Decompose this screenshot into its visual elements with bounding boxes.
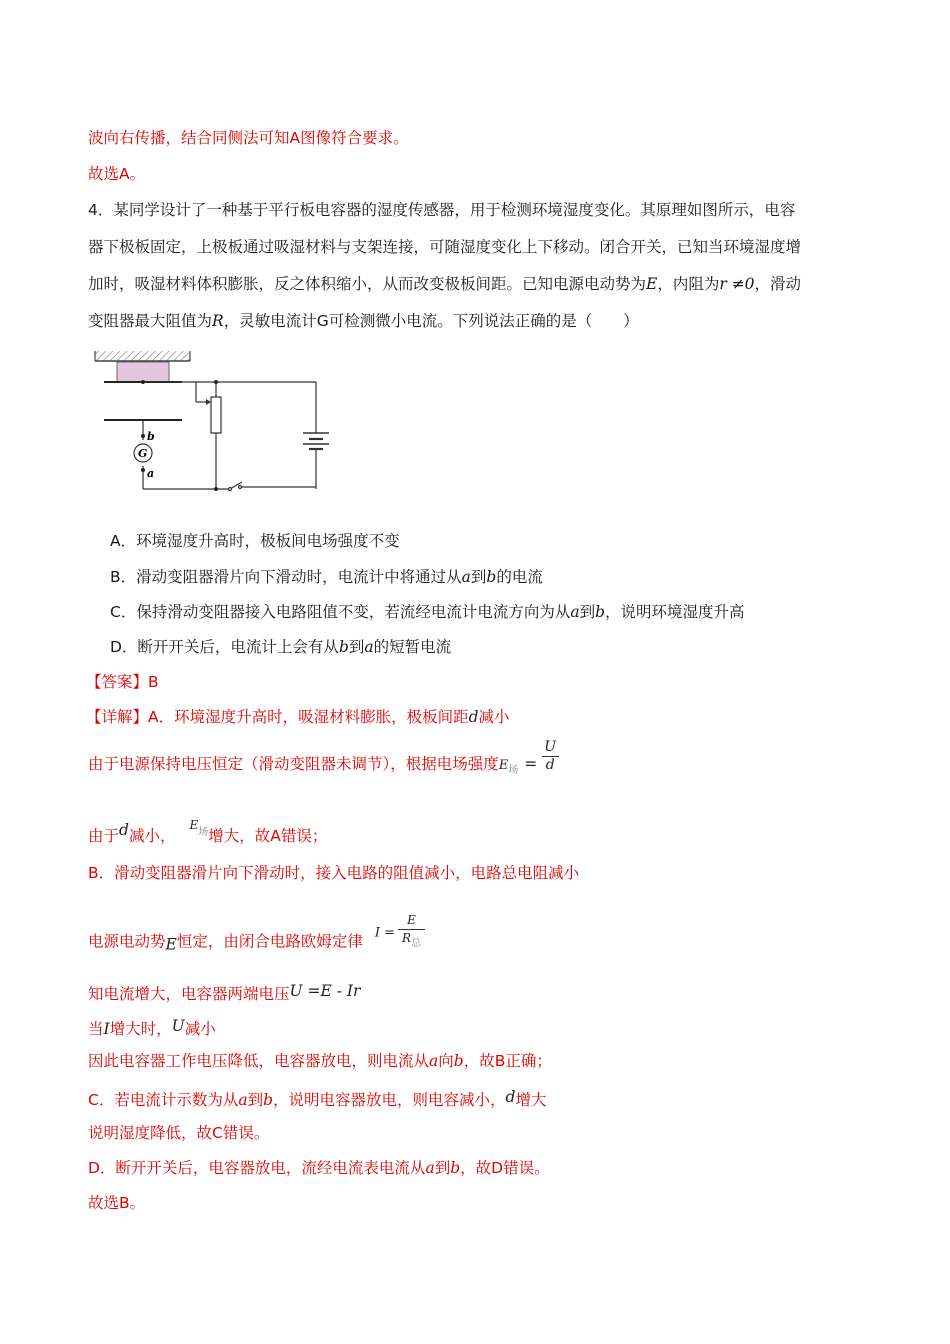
explain-line-5: 电源电动势E恒定，由闭合电路欧姆定律 I = $\frac{E}{R_总}$ bbox=[88, 922, 428, 962]
emf-symbol: E bbox=[646, 275, 658, 293]
option-c[interactable]: C．保持滑动变阻器接入电路阻值不变，若流经电流计电流方向为从a到b，说明环境湿度升高 bbox=[110, 603, 745, 621]
humidity-absorbing-material bbox=[117, 362, 169, 382]
explain-line-11: D．断开开关后，电容器放电，流经电流表电流从a到b，故D错误。 bbox=[88, 1159, 550, 1177]
option-b[interactable]: B．滑动变阻器滑片向下滑动时，电流计中将通过从a到b的电流 bbox=[110, 568, 543, 586]
explain-line-9: C．若电流计示数为从a到b，说明电容器放电，则电容减小，d增大 bbox=[88, 1088, 547, 1109]
question-line-4: 变阻器最大阻值为R，灵敏电流计G可检测微小电流。下列说法正确的是（ ） bbox=[88, 312, 639, 330]
slider-arrow bbox=[206, 399, 211, 405]
switch bbox=[229, 482, 243, 491]
explain-line-2: 由于电源保持电压恒定（滑动变阻器未调节），根据电场强度$E_场$ = $\frac{U}{d}$ bbox=[88, 754, 563, 781]
prev-solution-choice: 故选A。 bbox=[88, 165, 146, 183]
question-line-3: 加时，吸湿材料体积膨胀，反之体积缩小，从而改变极板间距。已知电源电动势为E，内阻为r ≠0，滑动 bbox=[88, 275, 802, 293]
explain-final-choice: 故选B。 bbox=[88, 1194, 146, 1212]
explain-line-1: 【详解】A．环境湿度升高时，吸湿材料膨胀，极板间距d减小 bbox=[86, 708, 510, 726]
galvanometer-label: G bbox=[138, 447, 148, 460]
prev-solution-line: 波向右传播，结合同侧法可知A图像符合要求。 bbox=[88, 129, 409, 147]
question-line-2: 器下极板固定，上极板通过吸湿材料与支架连接，可随湿度变化上下移动。闭合开关，已知当环境湿度增 bbox=[88, 238, 802, 256]
explain-line-6: 知电流增大，电容器两端电压U =E - Ir bbox=[88, 982, 361, 1003]
circuit-diagram bbox=[90, 345, 330, 500]
explain-line-4: B．滑动变阻器滑片向下滑动时，接入电路的阻值减小，电路总电阻减小 bbox=[88, 864, 580, 882]
rheostat bbox=[211, 397, 221, 433]
option-a[interactable]: A．环境湿度升高时，极板间电场强度不变 bbox=[110, 532, 400, 550]
explain-line-8: 因此电容器工作电压降低，电容器放电，则电流从a向b，故B正确； bbox=[88, 1052, 552, 1070]
explain-line-10: 说明湿度降低，故C错误。 bbox=[88, 1124, 270, 1142]
max-resistance-symbol: R bbox=[212, 312, 224, 330]
answer: 【答案】B bbox=[86, 673, 159, 691]
internal-resistance-symbol: r ≠0 bbox=[719, 275, 755, 293]
question-line-1: 4．某同学设计了一种基于平行板电容器的湿度传感器，用于检测环境湿度变化。其原理如图所示，电容 bbox=[88, 201, 796, 219]
battery bbox=[303, 433, 329, 449]
label-b: b bbox=[147, 430, 155, 443]
explain-line-3: 由于d减小，$^{E场}$增大，故A错误； bbox=[88, 818, 328, 845]
option-d[interactable]: D．断开开关后，电流计上会有从b到a的短暂电流 bbox=[110, 638, 452, 656]
terminal-b bbox=[141, 434, 145, 438]
explain-line-7: 当I增大时，U减小 bbox=[88, 1017, 216, 1038]
terminal-a bbox=[141, 468, 145, 472]
question-number: 4． bbox=[88, 201, 114, 219]
support-frame bbox=[95, 351, 190, 361]
wires bbox=[143, 382, 316, 489]
label-a: a bbox=[147, 467, 155, 480]
